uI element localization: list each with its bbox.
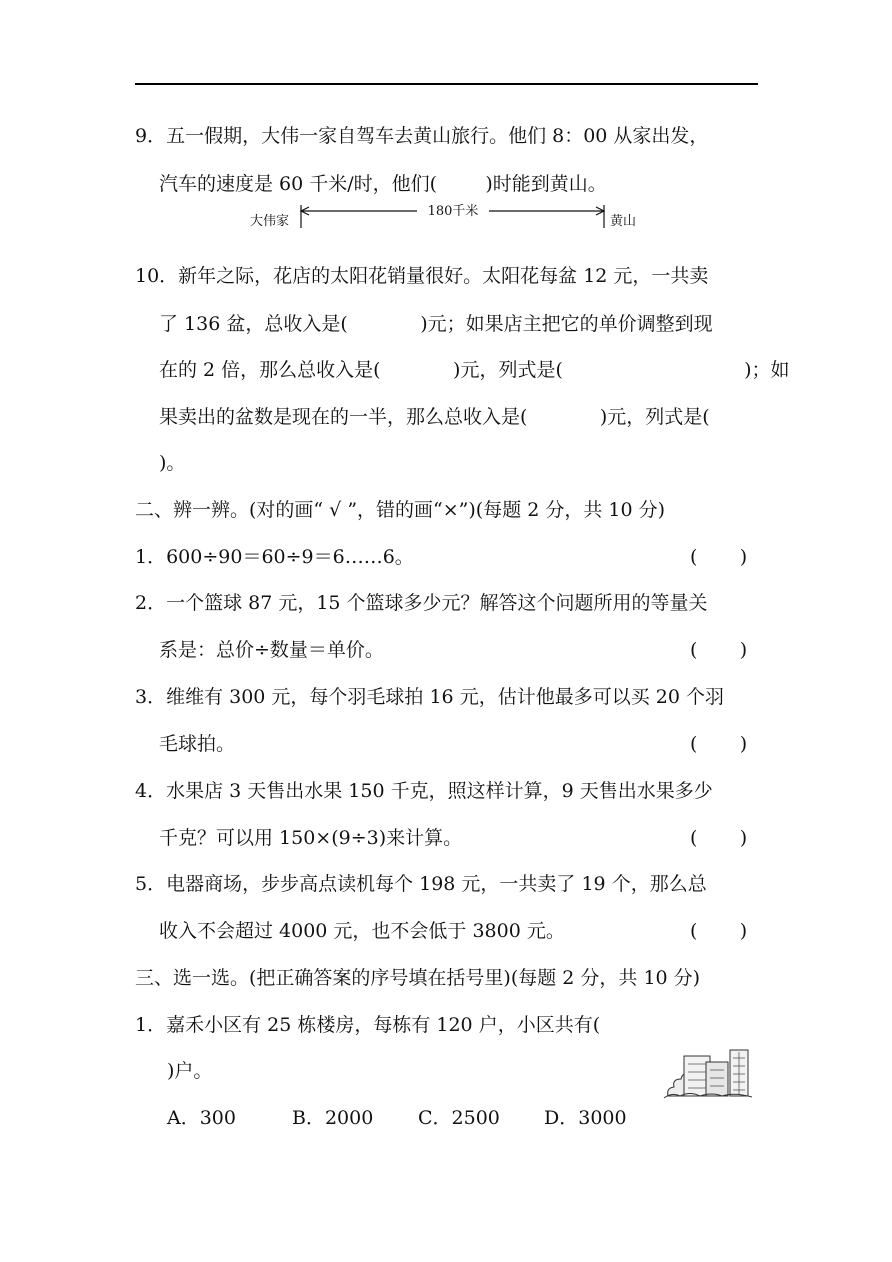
judge-item-5-line-1: 5．电器商场，步步高点读机每个 198 元，一共卖了 19 个，那么总 <box>135 873 707 895</box>
distance-diagram <box>248 200 648 234</box>
q9-line-2: 汽车的速度是 60 千米/时，他们( )时能到黄山。 <box>159 173 607 195</box>
judge-item-3-answer-blank[interactable]: ( ) <box>690 733 748 755</box>
choice-q1-line-1: 1．嘉禾小区有 25 栋楼房，每栋有 120 户，小区共有( <box>135 1014 601 1036</box>
top-rule <box>135 83 758 85</box>
q10-line-1: 10．新年之际，花店的太阳花销量很好。太阳花每盆 12 元，一共卖 <box>135 265 709 287</box>
choice-q1-line-2: )户。 <box>167 1060 213 1082</box>
judge-item-2-line-1: 2．一个篮球 87 元，15 个篮球多少元？解答这个问题所用的等量关 <box>135 592 708 614</box>
apartment-buildings-illustration <box>662 1046 754 1102</box>
judge-item-2-answer-blank[interactable]: ( ) <box>690 639 748 661</box>
choice-q1-option-a[interactable]: A．300 <box>167 1107 236 1129</box>
judge-item-4-line-1: 4．水果店 3 天售出水果 150 千克，照这样计算，9 天售出水果多少 <box>135 780 713 802</box>
section-3-heading: 三、选一选。(把正确答案的序号填在括号里)(每题 2 分，共 10 分) <box>135 967 701 989</box>
diagram-right-label: 黄山 <box>610 214 637 229</box>
judge-item-1-answer-blank[interactable]: ( ) <box>690 546 748 568</box>
judge-item-3-line-2: 毛球拍。 <box>159 733 236 755</box>
q10-line-4: 果卖出的盆数是现在的一半，那么总收入是( )元，列式是( <box>159 406 710 428</box>
q10-line-5: )。 <box>159 452 186 474</box>
diagram-distance-label: 180千米 <box>427 204 479 219</box>
judge-item-1-line-1: 1．600÷90＝60÷9＝6……6。 <box>135 546 414 568</box>
judge-item-5-line-2: 收入不会超过 4000 元，也不会低于 3800 元。 <box>159 920 565 942</box>
diagram-left-label: 大伟家 <box>250 214 290 229</box>
q10-line-2: 了 136 盆，总收入是( )元；如果店主把它的单价调整到现 <box>159 313 713 335</box>
judge-item-4-answer-blank[interactable]: ( ) <box>690 827 748 849</box>
choice-q1-option-c[interactable]: C．2500 <box>418 1107 500 1129</box>
choice-q1-option-b[interactable]: B．2000 <box>292 1107 374 1129</box>
q10-line-3: 在的 2 倍，那么总收入是( )元，列式是( )；如 <box>159 359 790 381</box>
judge-item-5-answer-blank[interactable]: ( ) <box>690 920 748 942</box>
q9-line-1: 9．五一假期，大伟一家自驾车去黄山旅行。他们 8：00 从家出发， <box>135 125 709 147</box>
section-2-heading: 二、辨一辨。(对的画“ √ ”，错的画“×”)(每题 2 分，共 10 分) <box>135 499 666 521</box>
choice-q1-option-d[interactable]: D．3000 <box>544 1107 627 1129</box>
judge-item-4-line-2: 千克？可以用 150×(9÷3)来计算。 <box>159 827 463 849</box>
judge-item-3-line-1: 3．维维有 300 元，每个羽毛球拍 16 元，估计他最多可以买 20 个羽 <box>135 686 724 708</box>
judge-item-2-line-2: 系是：总价÷数量＝单价。 <box>159 639 384 661</box>
